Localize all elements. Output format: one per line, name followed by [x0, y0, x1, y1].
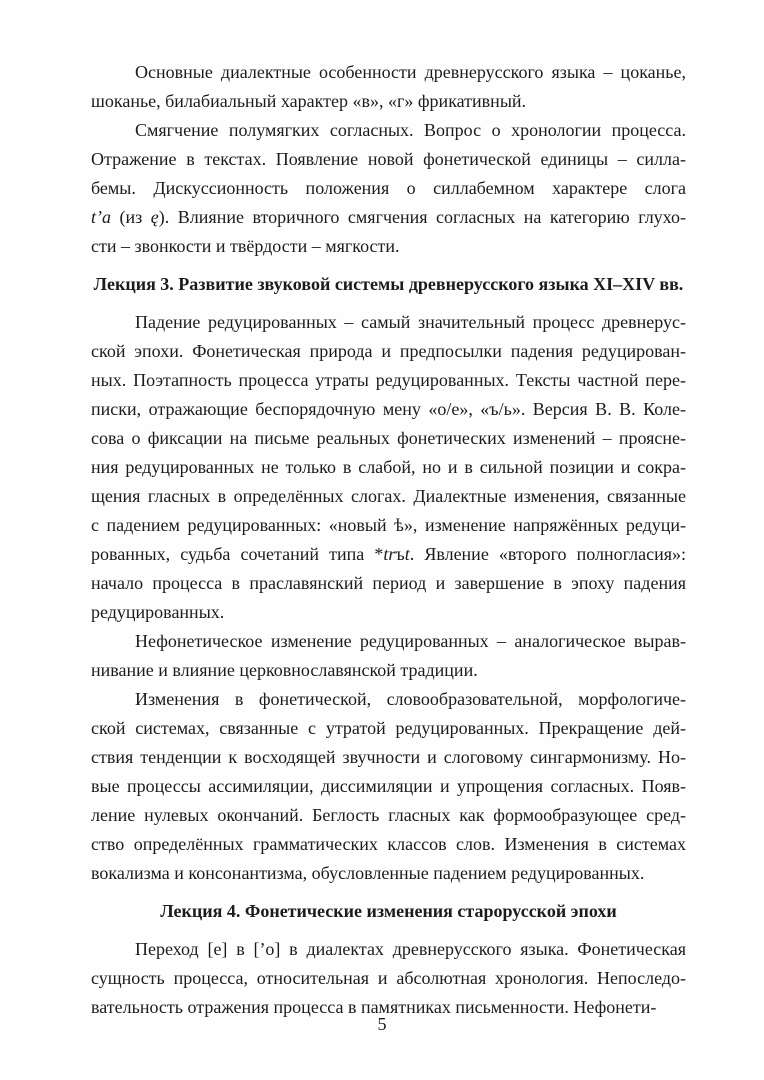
- text-line: шоканье, билабиальный характер «в», «г» фрикативный.: [91, 91, 527, 111]
- text-line: Отражение в текстах. Появление новой фонетической единицы – силла-: [91, 149, 686, 169]
- text-line: Нефонетическое изменение редуцированных – аналогическое вырав-: [135, 631, 686, 651]
- page-content: [91, 58, 686, 1022]
- text-line: ных. Поэтапность процесса утраты редуцированных. Тексты частной пере-: [91, 370, 686, 390]
- text-segment: . Явление «второго полногласия»:: [409, 544, 686, 564]
- page-number: 5: [377, 1014, 387, 1034]
- text-line: бемы. Дискуссионность положения о силлабемном характере слога: [91, 178, 686, 198]
- italic-term: t’a: [91, 207, 111, 227]
- text-segment: ъ: [395, 544, 405, 564]
- text-line: нивание и влияние церковнославянской традиции.: [91, 660, 478, 680]
- paragraph: [91, 116, 686, 261]
- paragraph: [91, 935, 686, 1022]
- italic-term: t: [404, 544, 410, 564]
- italic-term: tr: [383, 544, 396, 564]
- text-line: Падение редуцированных – самый значительный процесс древнерус-: [135, 312, 686, 332]
- text-line: вокализма и консонантизма, обусловленные падением редуцированных.: [91, 863, 645, 883]
- text-line: начало процесса в праславянский период и завершение в эпоху падения: [91, 573, 686, 593]
- text-line: вательность отражения процесса в памятниках письменности. Нефонети-: [91, 997, 657, 1017]
- text-line: ство определённых грамматических классов слов. Изменения в системах: [91, 834, 686, 854]
- text-line: Переход [е] в [’о] в диалектах древнерусского языка. Фонетическая: [135, 939, 686, 959]
- paragraph: [91, 58, 686, 116]
- text-line: ствия тенденции к восходящей звучности и слоговому сингармонизму. Но-: [91, 747, 686, 767]
- text-line: Основные диалектные особенности древнерусского языка – цоканье,: [135, 62, 686, 82]
- text-line: с падением редуцированных: «новый ѣ», изменение напряжённых редуци-: [91, 515, 686, 535]
- paragraph: [91, 627, 686, 685]
- italic-term: ę: [150, 207, 159, 227]
- text-line: Изменения в фонетической, словообразовательной, морфологиче-: [135, 689, 686, 709]
- text-line: Смягчение полумягких согласных. Вопрос о хронологии процесса.: [135, 120, 686, 140]
- text-segment: (из: [111, 207, 151, 227]
- text-line: сущность процесса, относительная и абсолютная хронология. Непоследо-: [91, 968, 686, 988]
- paragraph: [91, 685, 686, 888]
- lecture-heading: Лекция 4. Фонетические изменения старорусской эпохи: [160, 901, 617, 921]
- text-line: ской эпохи. Фонетическая природа и предпосылки падения редуцирован-: [91, 341, 686, 361]
- text-line: ление нулевых окончаний. Беглость гласных как формообразующее сред-: [91, 805, 686, 825]
- text-line: [91, 203, 686, 232]
- text-line: сова о фиксации на письме реальных фонетических изменений – проясне-: [91, 428, 686, 448]
- text-line: [91, 540, 686, 569]
- text-segment: ). Влияние вторичного смягчения согласных на категорию глухо-: [158, 207, 686, 227]
- text-line: вые процессы ассимиляции, диссимиляции и упрощения согласных. Появ-: [91, 776, 686, 796]
- text-line: щения гласных в определённых слогах. Диалектные изменения, связанные: [91, 486, 686, 506]
- text-line: ской системах, связанные с утратой редуцированных. Прекращение дей-: [91, 718, 686, 738]
- text-line: редуцированных.: [91, 602, 225, 622]
- text-line: писки, отражающие беспорядочную мену «о/е», «ъ/ь». Версия В. В. Коле-: [91, 399, 686, 419]
- text-line: сти – звонкости и твёрдости – мягкости.: [91, 236, 400, 256]
- text-segment: рованных, судьба сочетаний типа *: [91, 544, 384, 564]
- text-line: ния редуцированных не только в слабой, но и в сильной позиции и сокра-: [91, 457, 686, 477]
- paragraph: [91, 308, 686, 627]
- lecture-heading: Лекция 3. Развитие звуковой системы древнерусского языка XI–XIV вв.: [93, 274, 684, 294]
